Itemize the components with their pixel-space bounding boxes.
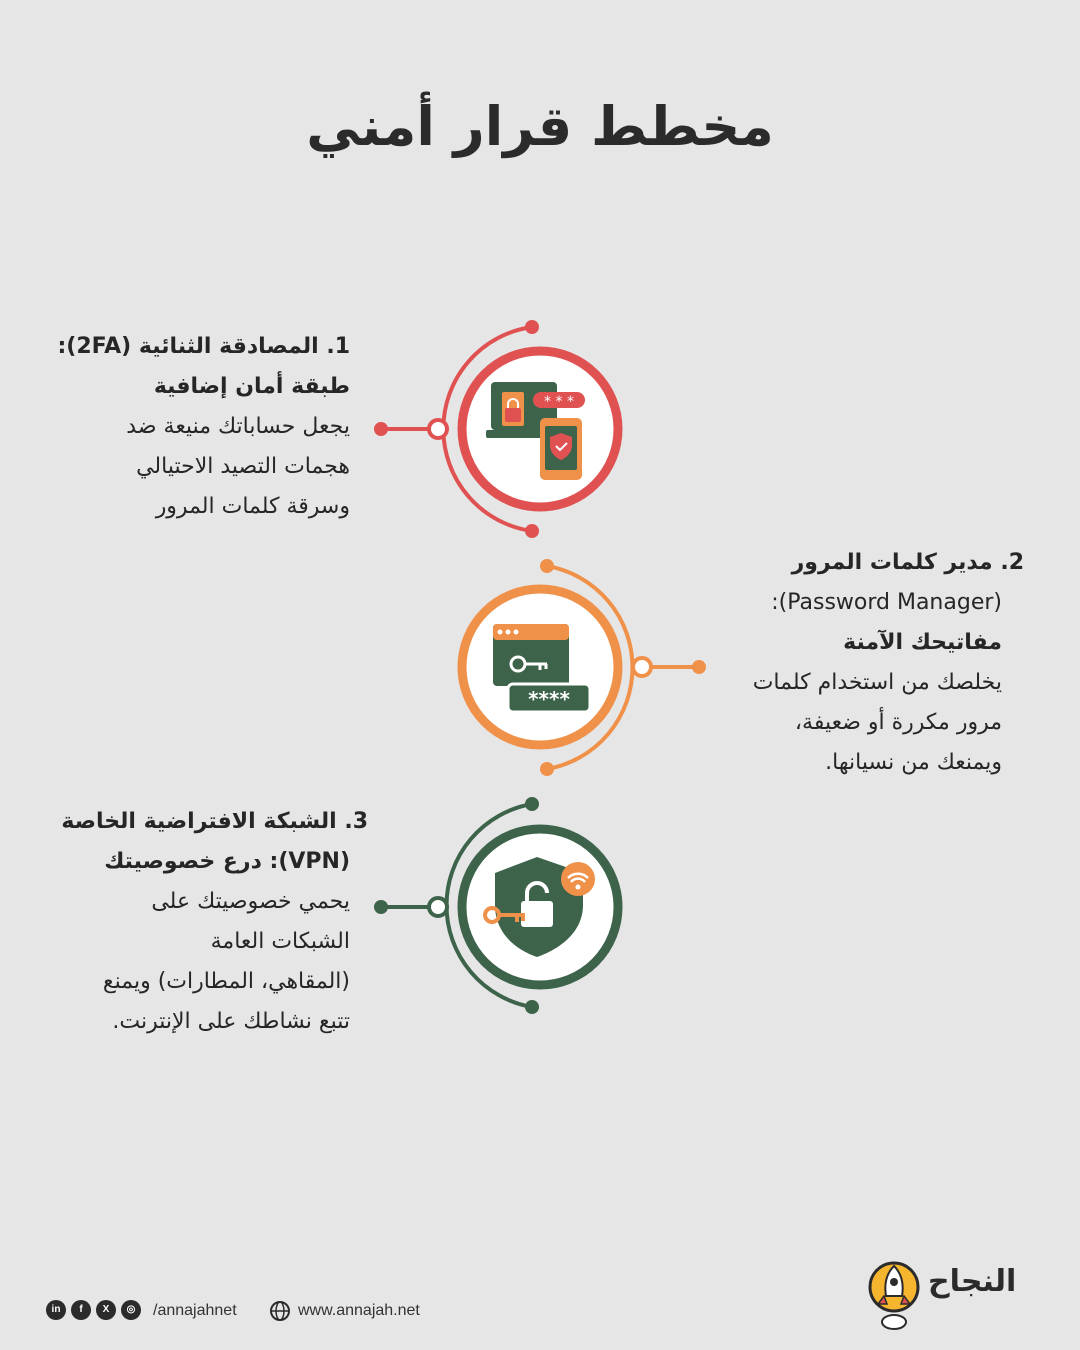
item-1-arc-dot-top xyxy=(525,320,539,334)
item-1-arc-dot-bottom xyxy=(525,524,539,538)
item-1-desc-1: يجعل حساباتك منيعة ضد xyxy=(126,414,350,439)
x-twitter-icon[interactable]: X xyxy=(96,1300,116,1320)
item-2-heading-en: (Password Manager): xyxy=(771,590,1002,615)
item-3-desc-2: الشبكات العامة xyxy=(210,929,350,954)
item-2-node xyxy=(462,559,706,776)
svg-text:****: **** xyxy=(528,687,570,711)
item-2-desc-2: مرور مكررة أو ضعيفة، xyxy=(794,710,1002,735)
item-3-desc-1: يحمي خصوصيتك على xyxy=(151,889,350,914)
svg-text:* * *: * * * xyxy=(544,394,574,410)
item-2-subheading: مفاتيحك الآمنة xyxy=(843,630,1002,655)
item-3-arc-dot-bottom xyxy=(525,1000,539,1014)
item-1-connector-dot xyxy=(374,422,388,436)
item-1-desc-3: وسرقة كلمات المرور xyxy=(155,494,350,519)
item-2-connector-ring xyxy=(633,658,651,676)
item-3-desc-4: تتبع نشاطك على الإنترنت. xyxy=(112,1009,350,1034)
item-2-arc-dot-top xyxy=(540,559,554,573)
item-3-subheading: (VPN): درع خصوصيتك xyxy=(104,849,350,874)
linkedin-icon[interactable]: in xyxy=(46,1300,66,1320)
item-3-node xyxy=(374,797,618,1014)
item-1-node xyxy=(374,320,618,538)
item-1-connector-ring xyxy=(429,420,447,438)
item-2-desc-1: يخلصك من استخدام كلمات xyxy=(752,670,1002,695)
instagram-icon[interactable]: ◎ xyxy=(121,1300,141,1320)
logo-text: النجاح xyxy=(928,1264,1017,1299)
website-link[interactable]: www.annajah.net xyxy=(298,1302,420,1319)
item-3-heading: 3. الشبكة الافتراضية الخاصة xyxy=(61,809,368,834)
rocket-logo-icon xyxy=(870,1263,918,1329)
facebook-icon[interactable]: f xyxy=(71,1300,91,1320)
item-2-connector-dot xyxy=(692,660,706,674)
page-title: مخطط قرار أمني xyxy=(306,95,774,158)
item-1-desc-2: هجمات التصيد الاحتيالي xyxy=(136,454,350,479)
item-3-connector-dot xyxy=(374,900,388,914)
item-1-heading: 1. المصادقة الثنائية (2FA): xyxy=(57,334,350,359)
item-3-arc-dot-top xyxy=(525,797,539,811)
item-1-subheading: طبقة أمان إضافية xyxy=(153,374,350,399)
item-2-arc-dot-bottom xyxy=(540,762,554,776)
item-3-connector-ring xyxy=(429,898,447,916)
social-handle[interactable]: /annajahnet xyxy=(153,1302,237,1319)
globe-icon xyxy=(271,1302,289,1320)
item-2-heading: 2. مدير كلمات المرور xyxy=(791,550,1024,575)
item-3-desc-3: (المقاهي، المطارات) ويمنع xyxy=(102,969,350,994)
item-2-desc-3: ويمنعك من نسيانها. xyxy=(825,750,1002,775)
